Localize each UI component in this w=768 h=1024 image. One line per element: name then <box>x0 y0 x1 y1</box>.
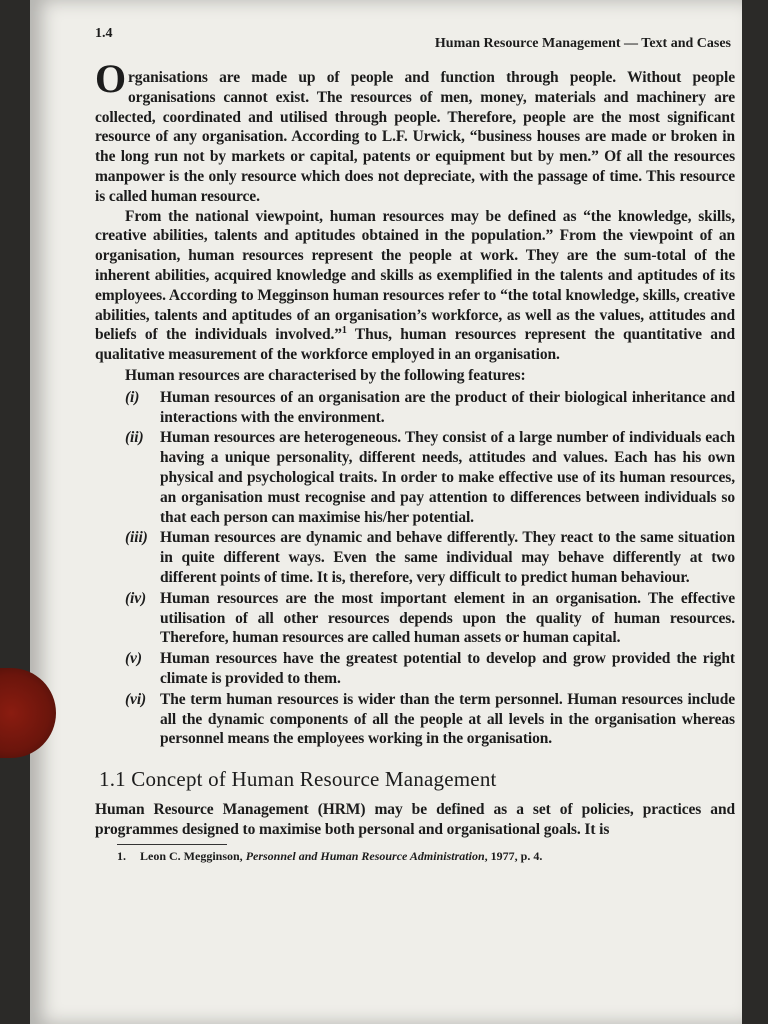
paragraph-1-text: rganisations are made up of people and function through people. Without people organisations cannot exist. The resources of men, money, materials and machinery are collected, coordinated and utilised through people. Therefore, people are the most significant resource of any organisation. According to L.F. Urwick, “business houses are made or broken in the long run not by markets or capital, patents or equipment but by men.” Of all the resources manpower is the only resource which does not depreciate, with the passage of time. This resource is called human resource. <box>95 69 735 205</box>
feature-number: (iii) <box>125 529 148 547</box>
footnote-rest: , 1977, p. 4. <box>484 848 543 863</box>
feature-item <box>95 649 735 689</box>
paragraph-1 <box>95 56 735 207</box>
section-paragraph: Human Resource Management (HRM) may be defined as a set of policies, practices and programmes designed to maximise both personal and organisational goals. It is <box>95 801 735 838</box>
feature-text: Human resources of an organisation are the product of their biological inheritance and interactions with the environment. <box>160 388 735 426</box>
footnote-divider <box>117 844 227 845</box>
page-number: 1.4 <box>95 26 113 41</box>
paragraph-2-text-b: Thus, human resources represent the quantitative and qualitative measurement of the workforce employed in an organisation. <box>95 326 735 364</box>
feature-number: (ii) <box>125 429 144 447</box>
feature-number: (i) <box>125 388 140 406</box>
feature-item <box>95 428 735 527</box>
feature-item <box>95 388 735 428</box>
section-heading: 1.1 Concept of Human Resource Management <box>99 767 497 792</box>
page-header <box>95 22 735 51</box>
footnote-ref: 1 <box>341 325 347 337</box>
features-list <box>95 388 735 749</box>
running-head: Human Resource Management — Text and Cases <box>434 36 731 51</box>
feature-text: Human resources are the most important element in an organisation. The effective utilisation of all other resources depends upon the quality of human resources. Therefore, human resources are called human assets or human capital. <box>160 589 735 647</box>
feature-item <box>95 589 735 648</box>
feature-text: Human resources are dynamic and behave differently. They react to the same situation in quite different ways. Even the same individual may behave differently at two different points of time. It is, therefore, very difficult to predict human behaviour. <box>160 529 735 586</box>
feature-number: (vi) <box>125 690 147 708</box>
feature-item <box>95 690 735 749</box>
feature-text: Human resources have the greatest potential to develop and grow provided the right climate is provided to them. <box>160 650 735 687</box>
paragraph-2-text-a: From the national viewpoint, human resources may be defined as “the knowledge, skills, creative abilities, talents and aptitudes obtained in the population.” From the viewpoint of an organisation, human resources represent the people at work. They are the sum-total of the inherent abilities, acquired knowledge and skills as exemplified in the talents and aptitudes of its employees. According to Megginson human resources refer to “the total knowledge, skills, creative abilities, talents and aptitudes of an organisation’s workforce, as well as the values, attitudes and beliefs of the individuals involved.” <box>95 207 735 344</box>
feature-text: The term human resources is wider than the term personnel. Human resources include all the dynamic components of all the people at all levels in the organisation whereas personnel means the employees working in the organisation. <box>160 690 735 748</box>
footnote-author: Leon C. Megginson, <box>140 848 246 863</box>
features-intro: Human resources are characterised by the following features: <box>125 366 526 384</box>
drop-cap: O <box>95 56 127 101</box>
feature-number: (v) <box>125 650 142 668</box>
feature-item <box>95 528 735 587</box>
feature-text: Human resources are heterogeneous. They consist of a large number of individuals each having a unique personality, different needs, attitudes and values. Each has his own physical and psychological traits. In order to make effective use of its human resources, an organisation must recognise and pay attention to differences between individuals so that each person can maximise his/her potential. <box>160 429 735 526</box>
footnote <box>117 849 735 864</box>
feature-number: (iv) <box>125 589 147 607</box>
paragraph-2 <box>95 207 735 365</box>
footnote-title: Personnel and Human Resource Administration <box>245 848 485 863</box>
footnote-number: 1. <box>117 848 126 863</box>
page-content <box>95 22 735 864</box>
